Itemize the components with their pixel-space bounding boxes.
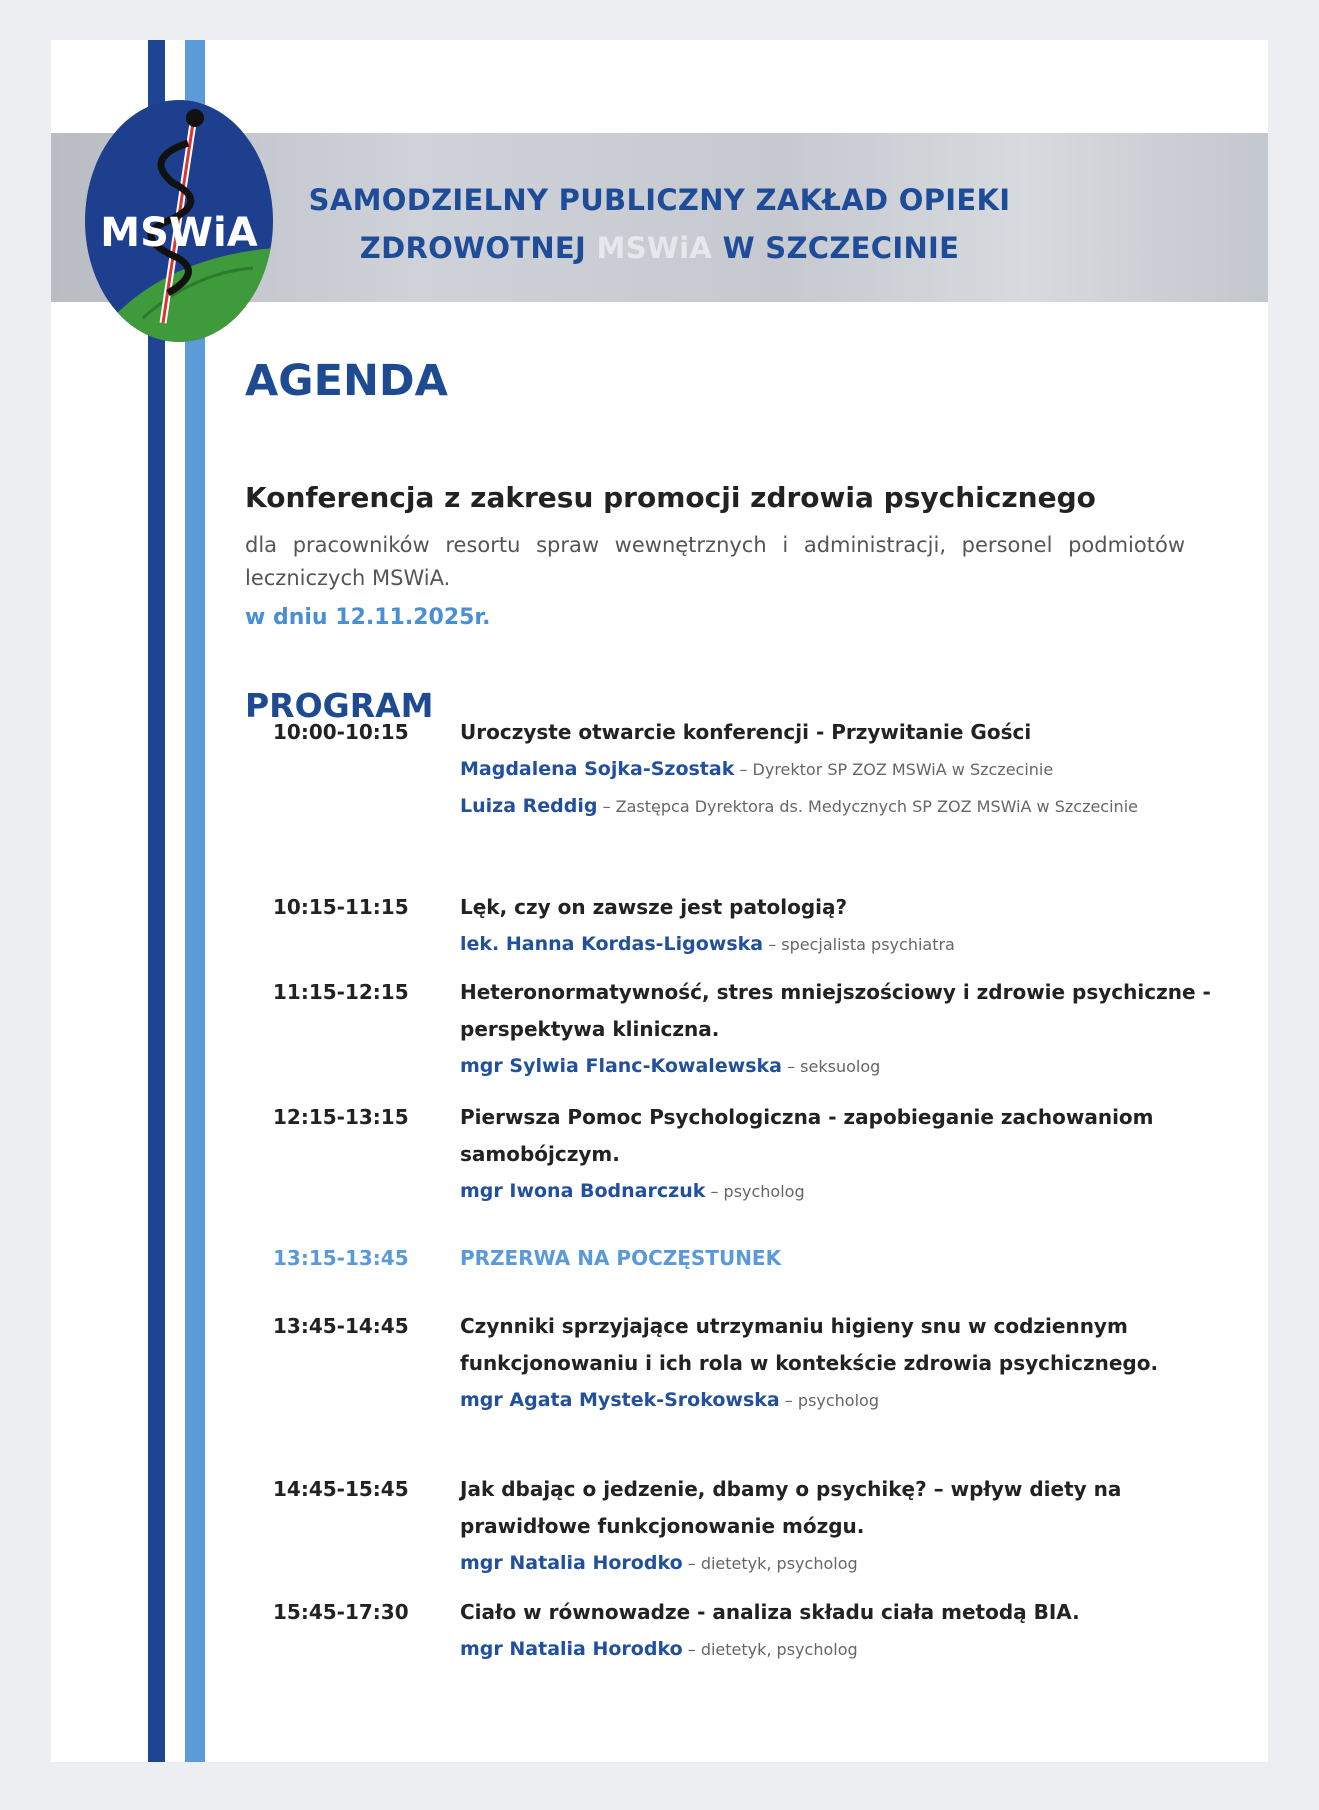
agenda-heading: AGENDA	[245, 356, 448, 406]
speaker-role: – psycholog	[779, 1391, 879, 1410]
speaker-role: – specjalista psychiatra	[763, 935, 955, 954]
header-text: W SZCZECINIE	[722, 231, 960, 265]
speaker	[460, 1173, 1240, 1210]
speaker	[460, 926, 1240, 963]
session-title: PRZERWA NA POCZĘSTUNEK	[460, 1246, 782, 1270]
speaker-name: mgr Sylwia Flanc-Kowalewska	[460, 1055, 782, 1077]
speaker-role: – dietetyk, psycholog	[682, 1640, 858, 1659]
header-line-1: SAMODZIELNY PUBLICZNY ZAKŁAD OPIEKI	[308, 183, 1011, 217]
speaker-role: – dietetyk, psycholog	[682, 1554, 858, 1573]
session-title: Jak dbając o jedzenie, dbamy o psychikę? – wpływ diety na prawidłowe funkcjonowanie mózgu.	[460, 1477, 1122, 1538]
speaker-name: Magdalena Sojka-Szostak	[460, 758, 735, 780]
session-time: 15:45-17:30	[273, 1600, 409, 1624]
session-title: Uroczyste otwarcie konferencji - Przywitanie Gości	[460, 720, 1032, 744]
speaker	[460, 1631, 1240, 1668]
session-time: 13:15-13:45	[273, 1246, 409, 1270]
event-date: w dniu 12.11.2025r.	[245, 605, 491, 630]
speaker-role: – psycholog	[705, 1182, 805, 1201]
speaker-name: mgr Natalia Horodko	[460, 1552, 683, 1574]
speaker-name: mgr Natalia Horodko	[460, 1638, 683, 1660]
session-time: 11:15-12:15	[273, 980, 409, 1004]
speaker	[460, 1048, 1240, 1085]
speaker-name: mgr Iwona Bodnarczuk	[460, 1180, 706, 1202]
session-time: 10:15-11:15	[273, 895, 409, 919]
speaker-name: mgr Agata Mystek-Srokowska	[460, 1389, 780, 1411]
speaker	[460, 788, 1240, 825]
header-text: ZDROWOTNEJ	[359, 231, 587, 265]
session-title: Ciało w równowadze - analiza składu ciała metodą BIA.	[460, 1600, 1080, 1624]
speaker-role: – seksuolog	[782, 1057, 881, 1076]
session-time: 12:15-13:15	[273, 1105, 409, 1129]
audience-description: dla pracowników resortu spraw wewnętrznych i administracji, personel podmiotów leczniczych MSWiA.	[245, 533, 1185, 590]
session-title: Heteronormatywność, stres mniejszościowy i zdrowie psychiczne - perspektywa kliniczna.	[460, 980, 1211, 1041]
program-heading: PROGRAM	[245, 686, 434, 725]
session-title: Pierwsza Pomoc Psychologiczna - zapobieganie zachowaniom samobójczym.	[460, 1105, 1154, 1166]
speaker-role: – Dyrektor SP ZOZ MSWiA w Szczecinie	[734, 760, 1054, 779]
conference-title: Konferencja z zakresu promocji zdrowia psychicznego	[245, 481, 1096, 514]
session-time: 13:45-14:45	[273, 1314, 409, 1338]
speaker	[460, 1545, 1240, 1582]
header-mswia: MSWiA	[596, 231, 713, 265]
speaker-name: lek. Hanna Kordas-Ligowska	[460, 933, 764, 955]
session-time: 14:45-15:45	[273, 1477, 409, 1501]
speaker	[460, 1382, 1240, 1419]
speaker	[460, 751, 1240, 788]
logo-text: MSWiA	[100, 210, 258, 256]
speaker-name: Luiza Reddig	[460, 795, 598, 817]
mswia-logo-icon	[83, 98, 275, 344]
session-title: Czynniki sprzyjające utrzymaniu higieny snu w codziennym funkcjonowaniu i ich rola w kontekście zdrowia psychicznego.	[460, 1314, 1159, 1375]
session-title: Lęk, czy on zawsze jest patologią?	[460, 895, 848, 919]
speaker-role: – Zastępca Dyrektora ds. Medycznych SP ZOZ MSWiA w Szczecinie	[597, 797, 1138, 816]
session-time: 10:00-10:15	[273, 720, 409, 744]
agenda-document	[51, 40, 1268, 1762]
